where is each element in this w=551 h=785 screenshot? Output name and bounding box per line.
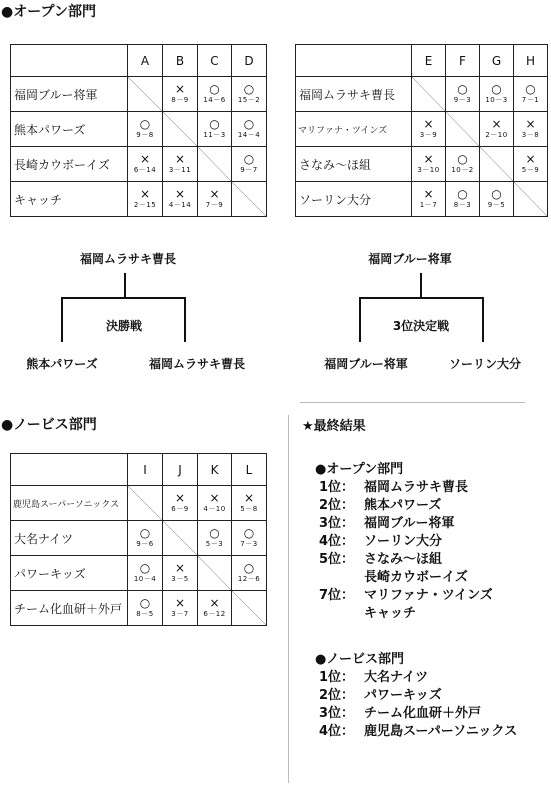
match-score: 3－11 [168,166,192,174]
result-cell [480,182,514,217]
result-cell [480,77,514,112]
third-stem-line [420,273,422,297]
diagonal-cell [514,182,548,217]
loss-mark: × [243,491,255,505]
results-title: ★最終結果 [302,419,366,434]
result-team: 福岡ブルー将軍 [364,516,455,531]
novice-table [10,453,267,626]
win-mark: ○ [457,187,468,201]
column-header: F [446,45,480,77]
team-name-cell: チーム化血研＋外戸 [11,591,128,626]
loss-mark: × [491,117,502,131]
diagonal-slash [480,147,513,181]
result-team: 長崎カウボーイズ [364,570,468,585]
match-score: 4－10 [203,505,226,513]
column-header: E [412,45,446,77]
diagonal-slash [128,77,162,111]
team-name-cell: キャッチ [11,182,128,217]
table-corner-cell [11,45,128,77]
open-section-title: ●オープン部門 [1,4,96,20]
match-score: 3－9 [419,131,438,139]
result-rank: 7位： [319,588,355,603]
diagonal-slash [128,486,162,520]
result-team: キャッチ [364,606,417,621]
result-cell [446,77,480,112]
match-score: 9－6 [136,540,154,548]
match-score: 3－8 [521,131,540,139]
match-score: 6－14 [133,166,157,174]
match-score: 7－9 [205,201,224,209]
loss-mark: × [423,152,434,166]
win-mark: ○ [139,117,151,131]
table-corner-cell [11,454,128,486]
result-cell [128,182,163,217]
team-name-cell: さなみ～ほ組 [296,147,412,182]
match-score: 2－15 [133,201,157,209]
vertical-divider [288,415,289,783]
match-score: 12－6 [237,575,261,583]
diagonal-cell [198,147,232,182]
result-cell [514,112,548,147]
match-score: 8－3 [453,201,472,209]
loss-mark: × [423,117,434,131]
diagonal-cell [446,112,480,147]
diagonal-cell [128,486,163,521]
result-rank: 1位： [319,480,355,495]
third-crossbar-line [359,297,484,299]
final-winner: 福岡ムラサキ曹長 [79,252,177,266]
loss-mark: × [174,187,186,201]
final-right-team: 福岡ムラサキ曹長 [148,357,246,371]
result-team: 熊本パワーズ [364,498,442,513]
final-right-leg [184,297,186,342]
table-row [11,556,267,591]
win-mark: ○ [139,526,151,540]
win-mark: ○ [491,187,502,201]
loss-mark: × [174,82,186,96]
result-cell [232,556,267,591]
match-score: 3－7 [171,610,189,618]
final-stem-line [124,273,126,297]
result-rank: 3位： [319,516,355,531]
team-name-cell: パワーキッズ [11,556,128,591]
match-score: 9－3 [453,96,472,104]
diagonal-cell [232,591,267,626]
result-cell [163,591,198,626]
result-cell [198,77,232,112]
diagonal-slash [232,182,266,216]
team-name-cell: 大名ナイツ [11,521,128,556]
match-score: 10－3 [485,96,508,104]
table-row [11,486,267,521]
match-score: 10－2 [451,166,474,174]
loss-mark: × [174,596,186,610]
third-left-leg [359,297,361,342]
open-table-2 [295,44,548,217]
result-cell [514,77,548,112]
result-cell [446,147,480,182]
result-rank: 4位： [319,724,355,739]
loss-mark: × [174,152,186,166]
open-table-1 [10,44,267,217]
win-mark: ○ [243,117,255,131]
result-cell [232,77,267,112]
result-rank: 2位： [319,498,355,513]
result-team: 鹿児島スーパーソニックス [364,724,518,739]
table-row [11,591,267,626]
column-header: H [514,45,548,77]
result-cell [128,556,163,591]
win-mark: ○ [491,82,502,96]
final-label: 決勝戦 [105,319,143,333]
column-header: G [480,45,514,77]
win-mark: ○ [139,561,151,575]
team-name-cell: 福岡ブルー将軍 [11,77,128,112]
diagonal-slash [446,112,479,146]
result-cell [128,147,163,182]
match-score: 9－7 [240,166,258,174]
column-header: B [163,45,198,77]
loss-mark: × [525,152,536,166]
result-rank: 3位： [319,706,355,721]
result-cell [163,147,198,182]
loss-mark: × [209,187,220,201]
result-team: パワーキッズ [364,688,442,703]
third-right-team: ソーリン大分 [448,357,522,371]
match-score: 3－10 [417,166,440,174]
result-cell [163,182,198,217]
match-score: 7－3 [240,540,258,548]
result-team: マリファナ・ツインズ [364,588,493,603]
table-row [296,182,548,217]
result-team: チーム化血研＋外戸 [364,706,482,721]
final-left-leg [61,297,63,342]
match-score: 1－7 [419,201,438,209]
match-score: 9－5 [487,201,506,209]
match-score: 11－3 [203,131,226,139]
result-cell [198,182,232,217]
team-name-cell: ソーリン大分 [296,182,412,217]
result-cell [198,486,232,521]
novice-section-title: ●ノービス部門 [1,417,97,433]
team-name-cell: 福岡ムラサキ曹長 [296,77,412,112]
third-right-leg [482,297,484,342]
result-team: 福岡ムラサキ曹長 [364,480,469,495]
match-score: 10－4 [133,575,157,583]
win-mark: ○ [209,82,220,96]
result-cell [128,591,163,626]
diagonal-slash [198,556,231,590]
win-mark: ○ [457,152,468,166]
diagonal-cell [198,556,232,591]
horizontal-divider [300,402,525,403]
result-cell [128,112,163,147]
match-score: 2－10 [485,131,508,139]
diagonal-slash [232,591,266,625]
result-cell [412,147,446,182]
win-mark: ○ [209,117,220,131]
loss-mark: × [139,152,151,166]
match-score: 6－12 [203,610,226,618]
result-cell [446,182,480,217]
final-crossbar-line [61,297,186,299]
match-score: 9－8 [136,131,154,139]
result-cell [198,591,232,626]
table-corner-cell [296,45,412,77]
column-header: K [198,454,232,486]
diagonal-cell [128,77,163,112]
result-cell [514,147,548,182]
match-score: 15－2 [237,96,261,104]
result-team: ソーリン大分 [364,534,443,549]
match-score: 14－4 [237,131,261,139]
loss-mark: × [139,187,151,201]
win-mark: ○ [243,561,255,575]
loss-mark: × [525,117,536,131]
result-cell [232,112,267,147]
table-row [296,77,548,112]
win-mark: ○ [139,596,151,610]
result-cell [163,486,198,521]
diagonal-slash [198,147,231,181]
table-row [11,112,267,147]
results-novice-title: ●ノービス部門 [315,652,404,667]
match-score: 14－6 [203,96,226,104]
result-cell [163,77,198,112]
diagonal-slash [163,112,197,146]
match-score: 3－5 [171,575,189,583]
result-cell [198,521,232,556]
result-rank: 4位： [319,534,355,549]
result-cell [128,521,163,556]
result-rank: 1位： [319,670,355,685]
column-header: D [232,45,267,77]
result-cell [232,147,267,182]
third-label: 3位決定戦 [392,319,450,333]
column-header: C [198,45,232,77]
loss-mark: × [209,491,220,505]
team-name-cell: 長崎カウボーイズ [11,147,128,182]
win-mark: ○ [209,526,220,540]
result-cell [232,521,267,556]
column-header: A [128,45,163,77]
diagonal-slash [514,182,547,216]
final-left-team: 熊本パワーズ [26,357,98,371]
diagonal-slash [163,521,197,555]
result-team: さなみ～ほ組 [364,552,443,567]
diagonal-cell [412,77,446,112]
third-winner: 福岡ブルー将軍 [368,252,452,266]
win-mark: ○ [243,152,255,166]
loss-mark: × [209,596,220,610]
table-row [11,182,267,217]
diagonal-cell [480,147,514,182]
loss-mark: × [174,561,186,575]
result-cell [480,112,514,147]
diagonal-slash [412,77,445,111]
table-row [11,521,267,556]
result-cell [163,556,198,591]
diagonal-cell [163,521,198,556]
diagonal-cell [232,182,267,217]
match-score: 4－14 [168,201,192,209]
win-mark: ○ [457,82,468,96]
result-cell [412,182,446,217]
column-header: I [128,454,163,486]
results-open-title: ●オープン部門 [315,462,404,477]
loss-mark: × [423,187,434,201]
win-mark: ○ [243,82,255,96]
table-row [296,147,548,182]
result-cell [412,112,446,147]
column-header: J [163,454,198,486]
diagonal-cell [163,112,198,147]
table-row [11,147,267,182]
match-score: 7－1 [521,96,540,104]
third-left-team: 福岡ブルー将軍 [324,357,408,371]
match-score: 8－9 [171,96,189,104]
table-row [11,77,267,112]
result-cell [198,112,232,147]
match-score: 6－9 [171,505,189,513]
result-cell [232,486,267,521]
result-team: 大名ナイツ [364,670,429,685]
loss-mark: × [174,491,186,505]
match-score: 5－3 [205,540,224,548]
team-name-cell: マリファナ・ツインズ [296,112,412,147]
table-row [296,112,548,147]
result-rank: 2位： [319,688,355,703]
result-rank: 5位： [319,552,355,567]
team-name-cell: 鹿児島スーパーソニックス [11,486,128,521]
win-mark: ○ [525,82,536,96]
match-score: 5－8 [240,505,258,513]
match-score: 5－9 [521,166,540,174]
match-score: 8－5 [136,610,154,618]
column-header: L [232,454,267,486]
team-name-cell: 熊本パワーズ [11,112,128,147]
win-mark: ○ [243,526,255,540]
